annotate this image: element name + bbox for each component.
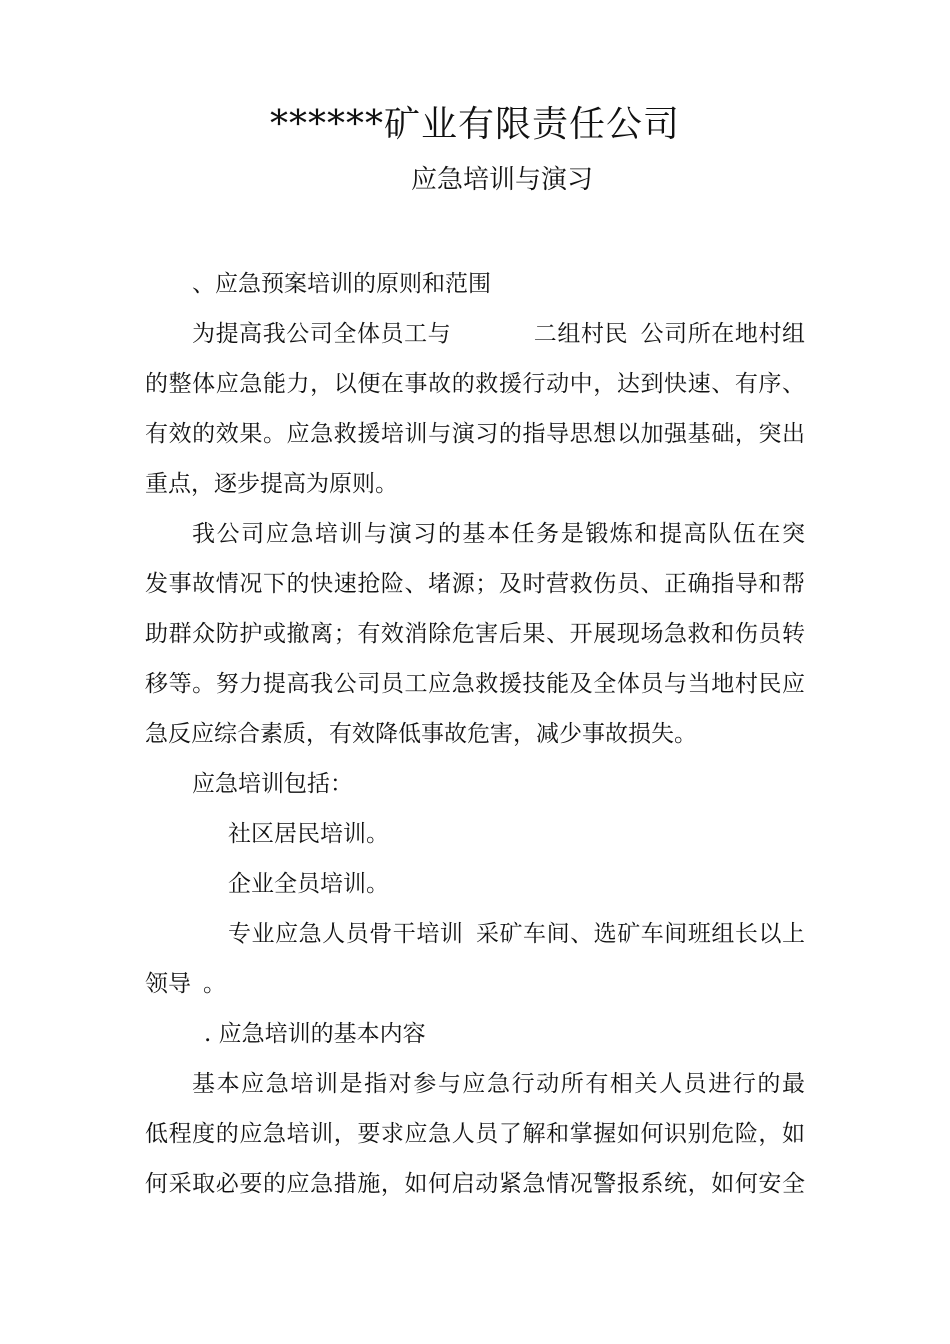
paragraph-1-line-4: 重点，逐步提高为原则。 <box>145 471 398 497</box>
training-item-all-staff: 企业全员培训。 <box>228 871 389 897</box>
paragraph-2-line-1: 我公司应急培训与演习的基本任务是锻炼和提高队伍在突 <box>192 521 805 547</box>
paragraph-2-line-3: 助群众防护或撤离；有效消除危害后果、开展现场急救和伤员转 <box>145 621 805 647</box>
section-heading-2: . 应急培训的基本内容 <box>204 1021 426 1047</box>
paragraph-2-line-5: 急反应综合素质，有效降低事故危害，减少事故损失。 <box>145 721 697 747</box>
paragraph-3-line-2: 低程度的应急培训，要求应急人员了解和掌握如何识别危险，如 <box>145 1121 805 1147</box>
document-title: ******矿业有限责任公司 <box>269 104 680 145</box>
paragraph-1-line-1: 为提高我公司全体员工与 二组村民 公司所在地村组 <box>192 321 806 347</box>
training-item-professional: 专业应急人员骨干培训 采矿车间、选矿车间班组长以上 <box>228 921 806 947</box>
training-item-professional-cont: 领导 。 <box>145 971 226 997</box>
document-subtitle: 应急培训与演习 <box>410 165 593 195</box>
training-intro: 应急培训包括： <box>192 771 353 797</box>
paragraph-1-line-3: 有效的效果。应急救援培训与演习的指导思想以加强基础，突出 <box>145 421 805 447</box>
training-item-community: 社区居民培训。 <box>228 821 389 847</box>
paragraph-3-line-1: 基本应急培训是指对参与应急行动所有相关人员进行的最 <box>192 1071 805 1097</box>
paragraph-2-line-4: 移等。努力提高我公司员工应急救援技能及全体员与当地村民应 <box>145 671 805 697</box>
paragraph-2-line-2: 发事故情况下的快速抢险、堵源；及时营救伤员、正确指导和帮 <box>145 571 805 597</box>
paragraph-3-line-3: 何采取必要的应急措施，如何启动紧急情况警报系统，如何安全 <box>145 1171 805 1197</box>
paragraph-1-line-2: 的整体应急能力，以便在事故的救援行动中，达到快速、有序、 <box>145 371 805 397</box>
section-heading-1: 、应急预案培训的原则和范围 <box>192 271 491 297</box>
